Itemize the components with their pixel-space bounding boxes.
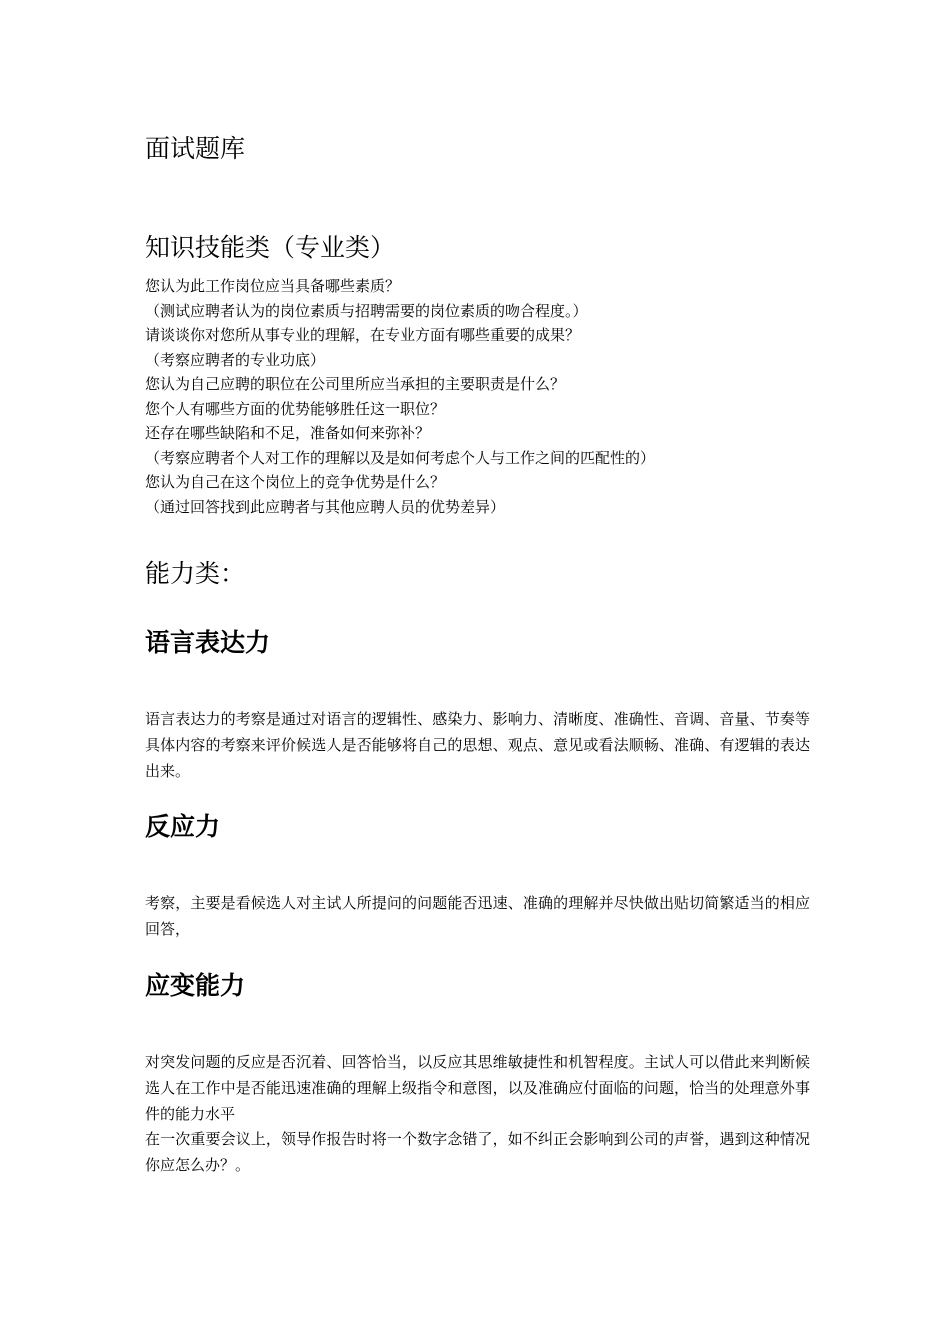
reaction-heading: 反应力 — [145, 812, 221, 841]
adaptability-example-question: 在一次重要会议上，领导作报告时将一个数字念错了，如不纠正会影响到公司的声誉，遇到这种情况你应怎么办？。 — [145, 1130, 810, 1174]
list-item: （考察应聘者个人对工作的理解以及是如何考虑个人与工作之间的匹配性的） — [145, 448, 656, 467]
list-item: 您认为此工作岗位应当具备哪些素质？ — [145, 277, 401, 295]
document-title: 面试题库 — [145, 134, 246, 163]
reaction-paragraph: 考察，主要是看候选人对主试人所提问的问题能否迅速、准确的理解并尽快做出贴切简繁适当的相应回答， — [145, 894, 810, 938]
list-item: 您认为自己在这个岗位上的竞争优势是什么？ — [145, 473, 446, 491]
list-item: 您个人有哪些方面的优势能够胜任这一职位？ — [145, 399, 446, 418]
language-expression-paragraph: 语言表达力的考察是通过对语言的逻辑性、感染力、影响力、清晰度、准确性、音调、音量、节奏等具体内容的考察来评价候选人是否能够将自己的思想、观点、意见或看法顺畅、准确、有逻辑的表达出来。 — [145, 710, 810, 780]
adaptability-heading: 应变能力 — [145, 971, 246, 1000]
list-item: （考察应聘者的专业功底） — [145, 350, 326, 369]
list-item: （测试应聘者认为的岗位素质与招聘需要的岗位素质的吻合程度。） — [145, 301, 588, 320]
knowledge-question-list — [145, 274, 810, 519]
list-item: （通过回答找到此应聘者与其他应聘人员的优势差异） — [145, 497, 506, 516]
adaptability-paragraph: 对突发问题的反应是否沉着、回答恰当，以反应其思维敏捷性和机智程度。主试人可以借此来判断候选人在工作中是否能迅速准确的理解上级指令和意图，以及准确应付面临的问题，恰当的处理意外事件的能力水平 — [145, 1053, 810, 1123]
language-expression-heading: 语言表达力 — [145, 628, 271, 657]
list-item: 请谈谈你对您所从事专业的理解，在专业方面有哪些重要的成果？ — [145, 326, 581, 344]
list-item: 您认为自己应聘的职位在公司里所应当承担的主要职责是什么？ — [145, 375, 566, 393]
knowledge-section-heading: 知识技能类（专业类） — [145, 233, 396, 262]
list-item: 还存在哪些缺陷和不足，准备如何来弥补？ — [145, 424, 431, 442]
ability-section-heading: 能力类： — [145, 559, 246, 588]
